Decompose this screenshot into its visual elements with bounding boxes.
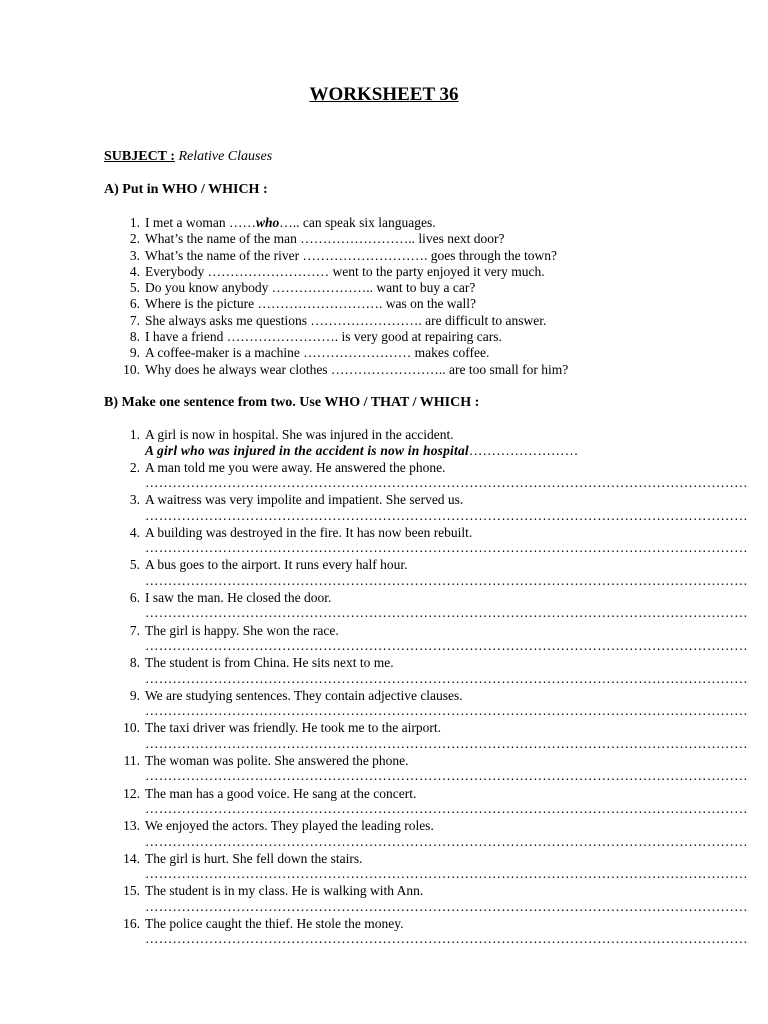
answer-line[interactable]: …………………………………………………………………………………………………………………… <box>145 931 748 947</box>
item-number: 13. <box>123 818 140 834</box>
item-number: 9. <box>129 687 140 703</box>
item-text: A girl is now in hospital. She was injured in the accident. <box>145 427 454 442</box>
exercise-b-item <box>118 492 748 525</box>
answer-line[interactable]: …………………………………………………………………………………………………………………… <box>145 866 748 882</box>
answer-line[interactable]: …………………………………………………………………………………………………………………… <box>145 540 748 556</box>
item-number: 1. <box>129 215 140 230</box>
answer-line[interactable]: …………………………………………………………………………………………………………………… <box>145 801 748 817</box>
item-number: 3. <box>129 247 140 263</box>
item-text: The student is in my class. He is walking with Ann. <box>145 883 424 899</box>
exercise-a-item <box>118 280 568 296</box>
item-text: A coffee-maker is a machine …………………… makes coffee. <box>145 345 490 361</box>
item-number: 12. <box>123 785 140 801</box>
exercise-b-item <box>118 850 748 884</box>
item-text: We enjoyed the actors. They played the leading roles. <box>145 818 434 834</box>
exercise-b-item <box>118 459 748 493</box>
exercise-a-item <box>118 313 568 329</box>
answer-line[interactable]: …………………………………………………………………………………………………………………… <box>145 475 748 491</box>
item-text: I have a friend ……………………. is very good at repairing cars. <box>145 329 502 345</box>
exercise-b-item <box>118 720 748 753</box>
item-number: 6. <box>129 296 140 312</box>
answer-line[interactable]: …………………………………………………………………………………………………………………… <box>145 638 748 654</box>
answer-line[interactable]: …………………………………………………………………………………………………………………… <box>145 735 748 751</box>
item-number: 4. <box>129 263 140 279</box>
exercise-a-item <box>118 362 568 378</box>
example-answer-trail: …………………… <box>468 442 579 458</box>
exercise-b-item <box>118 752 748 786</box>
page-title <box>0 84 768 106</box>
item-text: The taxi driver was friendly. He took me to the airport. <box>145 720 442 736</box>
exercise-b-item <box>118 915 748 949</box>
subject-label: SUBJECT : <box>104 149 175 164</box>
exercise-a-item <box>118 264 568 280</box>
item-number: 8. <box>129 329 140 345</box>
section-b-list <box>118 427 748 949</box>
item-text: The woman was polite. She answered the phone. <box>145 752 409 768</box>
item-number: 7. <box>129 622 140 638</box>
item-text: A waitress was very impolite and impatient. She served us. <box>145 492 464 508</box>
subject-line <box>104 149 272 165</box>
exercise-b-item <box>118 589 748 623</box>
item-number: 1. <box>129 427 140 442</box>
item-text: A bus goes to the airport. It runs every half hour. <box>145 557 408 573</box>
item-number: 2. <box>129 459 140 475</box>
subject-value: Relative Clauses <box>178 149 273 164</box>
item-number: 16. <box>123 915 140 931</box>
item-number: 10. <box>123 720 140 736</box>
item-text: A building was destroyed in the fire. It has now been rebuilt. <box>145 524 473 540</box>
item-number: 7. <box>129 312 140 328</box>
exercise-a-item <box>118 329 568 345</box>
item-text: A man told me you were away. He answered the phone. <box>145 459 446 475</box>
item-text: What’s the name of the river ………………………. goes through the town? <box>145 247 558 263</box>
item-text: The police caught the thief. He stole the money. <box>145 915 404 931</box>
exercise-b-item <box>118 687 748 721</box>
exercise-a-item <box>118 345 568 361</box>
item-number: 2. <box>129 231 140 247</box>
exercise-a-item <box>118 248 568 264</box>
item-text: Why does he always wear clothes …………………….. are too small for him? <box>145 361 569 377</box>
item-number: 10. <box>123 361 140 377</box>
item-number: 9. <box>129 345 140 361</box>
exercise-b-item <box>118 785 748 819</box>
exercise-b-item <box>118 883 748 916</box>
exercise-a-item <box>118 231 568 247</box>
answer-line[interactable]: …………………………………………………………………………………………………………………… <box>145 703 748 719</box>
answer-line[interactable]: …………………………………………………………………………………………………………………… <box>145 833 748 849</box>
item-text: The girl is happy. She won the race. <box>145 622 339 638</box>
answer-line[interactable]: …………………………………………………………………………………………………………………… <box>145 605 748 621</box>
exercise-a-item <box>118 215 568 231</box>
item-number: 4. <box>129 524 140 540</box>
section-b-heading: B) Make one sentence from two. Use WHO / THAT / WHICH : <box>104 395 480 410</box>
item-text: She always asks me questions ……………………. are difficult to answer. <box>145 312 547 328</box>
item-text: I saw the man. He closed the door. <box>145 589 332 605</box>
item-text: Everybody ……………………… went to the party enjoyed it very much. <box>145 263 545 279</box>
example-answer: A girl who was injured in the accident is now in hospital <box>145 442 469 458</box>
exercise-a-item <box>118 296 568 312</box>
title-text: WORKSHEET 36 <box>309 84 459 105</box>
item-number: 8. <box>129 655 140 671</box>
item-number: 5. <box>129 280 140 296</box>
item-text: The man has a good voice. He sang at the concert. <box>145 785 417 801</box>
item-text: Do you know anybody ………………….. want to buy a car? <box>145 280 476 296</box>
item-text: The girl is hurt. She fell down the stairs. <box>145 850 363 866</box>
answer-line[interactable]: …………………………………………………………………………………………………………………… <box>145 768 748 784</box>
item-number: 6. <box>129 589 140 605</box>
item-number: 5. <box>129 557 140 573</box>
exercise-b-item <box>118 818 748 851</box>
answer-line[interactable]: …………………………………………………………………………………………………………………… <box>145 507 748 523</box>
exercise-b-item <box>118 622 748 656</box>
item-number: 14. <box>123 850 140 866</box>
item-text: We are studying sentences. They contain adjective clauses. <box>145 687 463 703</box>
example-answer-word: who <box>255 215 280 230</box>
item-text: I met a woman ……who….. can speak six languages. <box>145 215 436 230</box>
answer-line[interactable]: …………………………………………………………………………………………………………………… <box>145 898 748 914</box>
item-number: 3. <box>129 492 140 508</box>
item-text: What’s the name of the man …………………….. lives next door? <box>145 231 505 247</box>
exercise-b-item <box>118 655 748 688</box>
example-answer-line <box>145 443 617 459</box>
exercise-b-item <box>118 524 748 558</box>
item-number: 11. <box>123 752 140 768</box>
section-a-list <box>118 215 568 378</box>
item-text: Where is the picture ………………………. was on the wall? <box>145 296 477 312</box>
answer-line[interactable]: …………………………………………………………………………………………………………………… <box>145 670 748 686</box>
section-a-heading: A) Put in WHO / WHICH : <box>104 182 268 197</box>
item-text: The student is from China. He sits next to me. <box>145 655 394 671</box>
exercise-b-item <box>118 557 748 590</box>
answer-line[interactable]: …………………………………………………………………………………………………………………… <box>145 572 748 588</box>
exercise-b-item <box>118 427 617 460</box>
item-number: 15. <box>123 883 140 899</box>
